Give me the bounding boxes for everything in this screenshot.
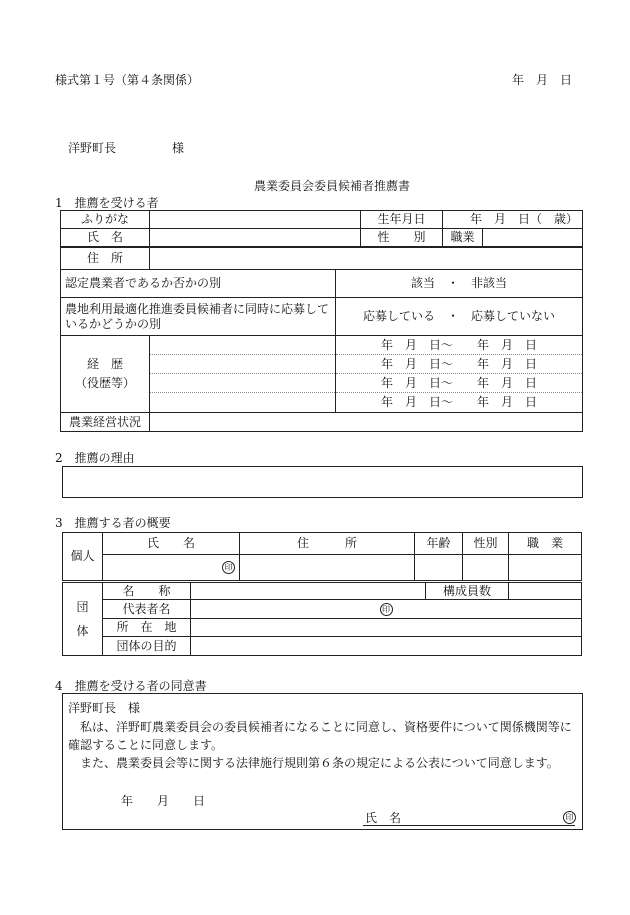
career-period[interactable]: 年 月 日～ 年 月 日: [336, 355, 582, 374]
group-name-label: 名 称: [103, 583, 191, 600]
individual-address-input[interactable]: [240, 555, 415, 581]
consent-paragraph-2: また、農業委員会等に関する法律施行規則第６条の規定による公表について同意します。: [68, 756, 559, 770]
consent-box: [62, 693, 583, 830]
birth-value[interactable]: 年 月 日（ 歳）: [443, 211, 583, 229]
certified-farmer-value[interactable]: 該当 ・ 非該当: [336, 270, 583, 298]
individual-sex-input[interactable]: [463, 555, 509, 581]
member-count-input[interactable]: [509, 583, 582, 600]
purpose-input[interactable]: [191, 637, 582, 656]
sex-header: 性別: [463, 533, 509, 555]
consent-paragraph-1: 私は、洋野町農業委員会の委員候補者になることに同意し、資格要件について関係機関等に確認することに同意します。: [68, 720, 572, 752]
section4-heading: 4 推薦を受ける者の同意書: [55, 679, 207, 693]
name-header: 氏 名: [103, 533, 240, 555]
honorific: 様: [172, 141, 185, 155]
group-char-2: 体: [76, 624, 89, 638]
section3-heading: 3 推薦する者の概要: [55, 516, 171, 530]
group-name-input[interactable]: [191, 583, 426, 600]
career-table: [60, 335, 583, 432]
furigana-label: ふりがな: [61, 211, 150, 229]
individual-name-input[interactable]: [103, 555, 240, 581]
career-label-1: 経 歴: [86, 356, 123, 371]
recommender-group-table: [62, 582, 582, 656]
location-label: 所 在 地: [103, 619, 191, 637]
address-label: 住 所: [61, 248, 150, 270]
group-char-1: 団: [76, 600, 89, 614]
date-stamp: 年 月 日: [512, 73, 573, 87]
career-label: [61, 336, 150, 413]
promotion-value[interactable]: 応募している ・ 応募していない: [336, 298, 583, 336]
individual-label: 個人: [63, 533, 103, 581]
representative-input[interactable]: [191, 600, 582, 619]
promotion-label: 農地利用最適化推進委員候補者に同時に応募しているかどうかの別: [61, 298, 336, 336]
individual-age-input[interactable]: [415, 555, 463, 581]
location-input[interactable]: [191, 619, 582, 637]
section1-heading: 1 推薦を受ける者: [55, 196, 159, 210]
career-entries[interactable]: [150, 336, 336, 413]
career-entry[interactable]: [150, 393, 335, 412]
name-input[interactable]: [150, 229, 361, 247]
nominee-table-3: [60, 269, 583, 336]
furigana-input[interactable]: [150, 211, 361, 229]
farming-status-label: 農業経営状況: [61, 413, 150, 432]
individual-occupation-input[interactable]: [509, 555, 582, 581]
representative-label: 代表者名: [103, 600, 191, 619]
career-period[interactable]: 年 月 日～ 年 月 日: [380, 395, 537, 409]
career-entry[interactable]: [150, 336, 335, 355]
name-label: 氏 名: [61, 229, 150, 247]
occupation-header: 職 業: [509, 533, 582, 555]
farming-status-input[interactable]: [150, 413, 583, 432]
address-header: 住 所: [240, 533, 415, 555]
reason-input[interactable]: [62, 466, 583, 498]
address-input[interactable]: [150, 248, 583, 270]
form-number: 様式第１号（第４条関係）: [55, 73, 200, 87]
seal-mark: 印: [563, 811, 576, 824]
group-label: [63, 583, 103, 656]
seal-mark: 印: [222, 561, 235, 574]
career-entry[interactable]: [150, 355, 335, 374]
signature-label: 氏 名: [365, 811, 402, 825]
consent-date[interactable]: 年 月 日: [121, 794, 206, 808]
purpose-label: 団体の目的: [103, 637, 191, 656]
seal-mark: 印: [380, 603, 393, 616]
career-label-2: （役歴等）: [74, 376, 135, 390]
nominee-table-2: [60, 247, 583, 270]
member-count-label: 構成員数: [426, 583, 509, 600]
birth-label: 生年月日: [361, 211, 443, 229]
occupation-input[interactable]: [483, 229, 583, 247]
sex-label: 性 別: [361, 229, 443, 247]
page-title: 農業委員会委員候補者推薦書: [254, 179, 411, 193]
career-period[interactable]: 年 月 日～ 年 月 日: [336, 336, 582, 355]
consent-addressee: 洋野町長 様: [68, 701, 141, 715]
recommender-individual-table: [62, 532, 582, 581]
nominee-table: [60, 210, 583, 247]
career-periods: [336, 336, 583, 413]
signature-line[interactable]: [363, 825, 575, 826]
career-entry[interactable]: [150, 374, 335, 393]
certified-farmer-label: 認定農業者であるか否かの別: [61, 270, 336, 298]
career-period[interactable]: 年 月 日～ 年 月 日: [336, 374, 582, 393]
section2-heading: 2 推薦の理由: [55, 451, 135, 465]
addressee: 洋野町長: [68, 141, 117, 155]
age-header: 年齢: [415, 533, 463, 555]
occupation-label: 職業: [443, 229, 483, 247]
